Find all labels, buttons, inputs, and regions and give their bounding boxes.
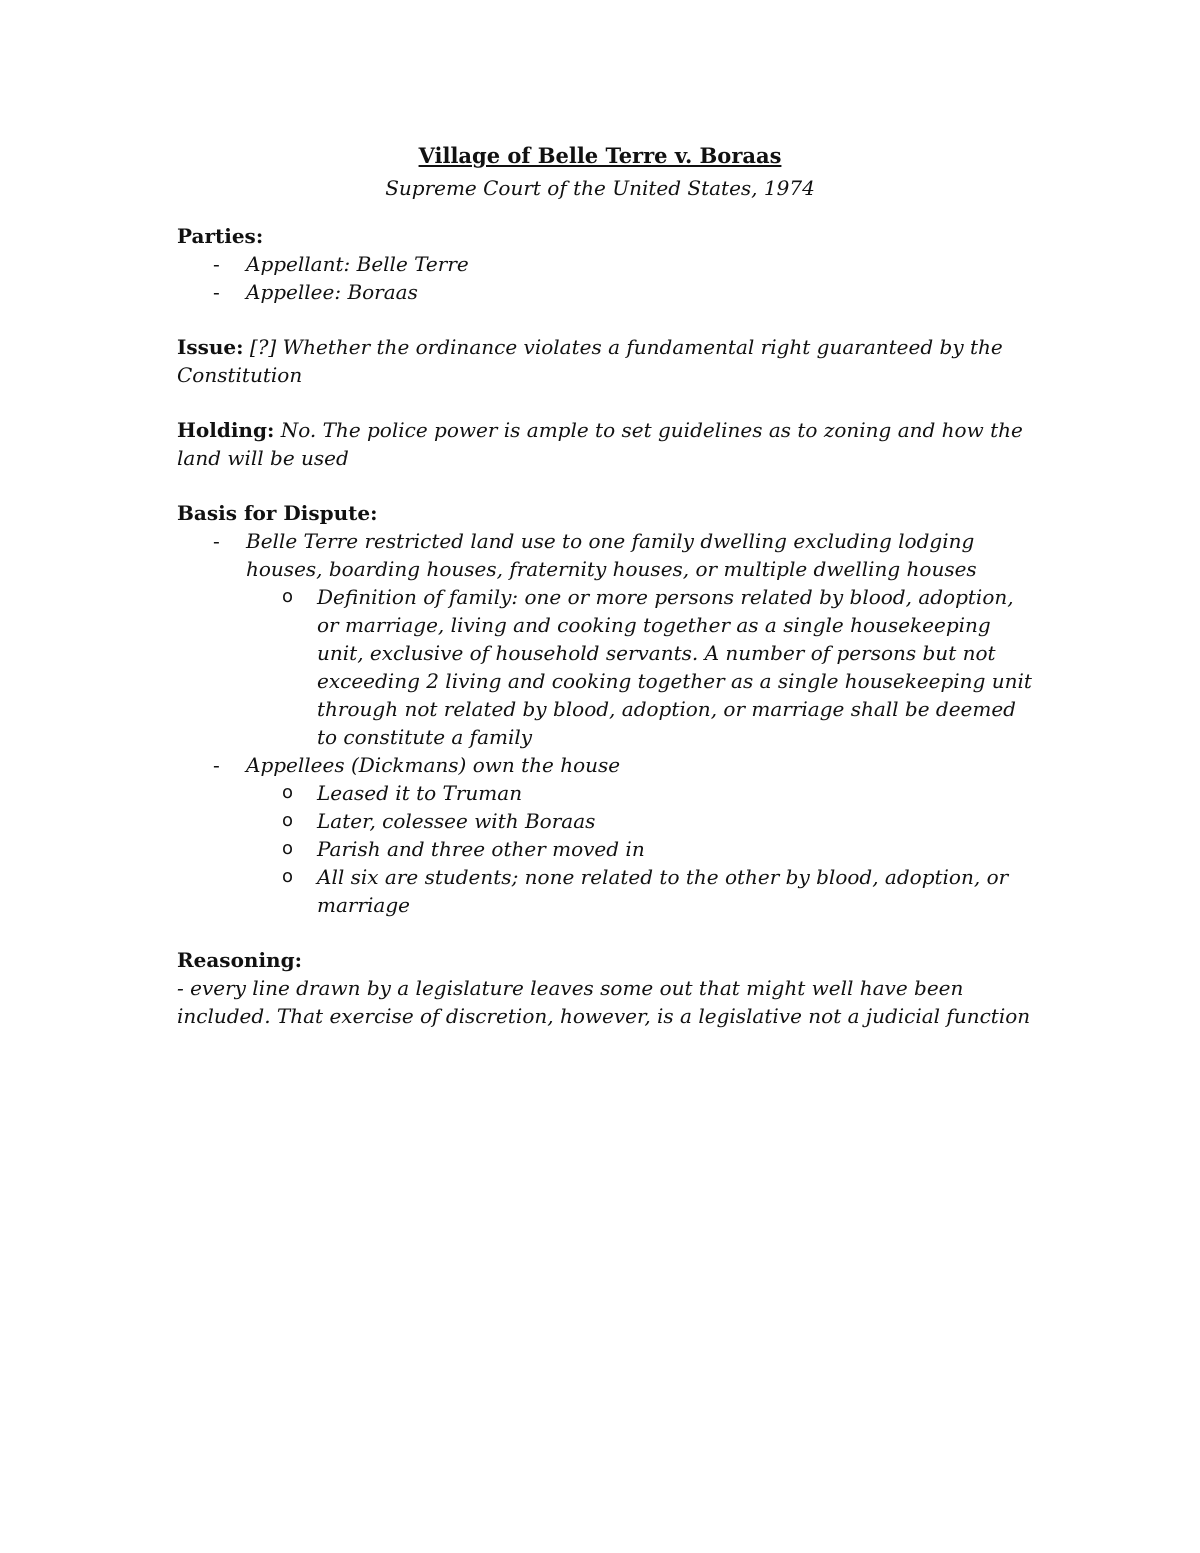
basis-item-text: Appellees (Dickmans) own the house [246,753,621,777]
appellant-text: Appellant: Belle Terre [246,252,469,276]
subitem-text: Leased it to Truman [317,781,523,805]
basis-heading: Basis for Dispute: [177,501,378,525]
basis-section [177,499,1037,919]
reasoning-heading: Reasoning: [177,948,302,972]
list-item [177,807,1037,835]
list-item [177,863,1037,919]
basis-sublist [246,779,1037,919]
subitem-text: All six are students; none related to the other by blood, adoption, or marriage [317,865,1009,917]
issue-section [177,333,1037,389]
list-item [177,779,1037,807]
issue-heading: Issue: [177,335,244,359]
document-title: Village of Belle Terre v. Boraas [418,143,782,168]
list-item [177,583,1037,751]
circle-marker: o [282,866,294,887]
reasoning-text: - every line drawn by a legislature leaves some out that might well have been included. That exercise of discretion, however, is a legislative not a judicial function [177,976,1031,1028]
basis-sublist [246,583,1037,751]
reasoning-section [177,946,1037,1030]
basis-list [177,527,1037,919]
subitem-text: Later, colessee with Boraas [317,809,596,833]
issue-text: [?] Whether the ordinance violates a fundamental right guaranteed by the Constitution [177,335,1003,387]
basis-item-text: Belle Terre restricted land use to one family dwelling excluding lodging houses, boarding houses, fraternity houses, or multiple dwelling houses [246,529,977,581]
dash-marker: - [213,753,220,777]
list-item [177,278,1037,306]
dash-marker: - [213,280,220,304]
parties-heading: Parties: [177,224,264,248]
family-definition-text: Definition of family: one or more persons related by blood, adoption, or marriage, living and cooking together as a single housekeeping unit, exclusive of household servants. A number of persons but not exceeding 2 living and cooking together as a single housekeeping unit through not related by blood, adoption, or marriage shall be deemed to constitute a family [317,585,1032,749]
circle-marker: o [282,782,294,803]
parties-section [177,222,1037,306]
holding-heading: Holding: [177,418,275,442]
title-block [0,140,1200,204]
list-item [177,250,1037,278]
dash-marker: - [213,529,220,553]
dash-marker: - [213,252,220,276]
holding-section [177,416,1037,472]
document-body [177,222,1037,1057]
parties-list [177,250,1037,306]
document-subtitle: Supreme Court of the United States, 1974 [385,176,815,200]
circle-marker: o [282,810,294,831]
list-item [177,527,1037,751]
holding-text: No. The police power is ample to set guidelines as to zoning and how the land will be used [177,418,1023,470]
circle-marker: o [282,838,294,859]
list-item [177,751,1037,919]
list-item [177,835,1037,863]
circle-marker: o [282,586,294,607]
subitem-text: Parish and three other moved in [317,837,645,861]
appellee-text: Appellee: Boraas [246,280,418,304]
